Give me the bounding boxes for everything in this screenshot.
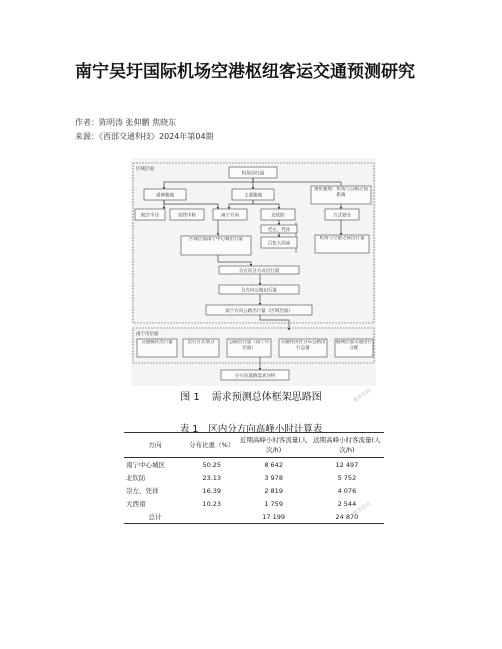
cell-share: 50.25	[202, 460, 222, 469]
label-f1: 交通廊区出行量	[141, 340, 173, 345]
region-label: 区域层面	[136, 167, 154, 172]
total-label: 总计	[124, 510, 186, 524]
label-d1: 区域层面南宁中心城出行量	[189, 237, 243, 242]
total-share	[186, 510, 237, 524]
cell-near-term: 2 819	[264, 486, 283, 495]
table-title-text: 区内分方向高峰小时计算表	[208, 424, 323, 435]
cell-long-term: 5 752	[337, 473, 357, 482]
label-c2: 高铁中转	[178, 213, 196, 219]
label-d4: 机场与空港之间出行量	[319, 236, 365, 241]
label-f3: 公路出行量（南宁市层面）	[228, 340, 270, 351]
cell-long-term: 2 544	[337, 499, 357, 508]
total-long-term: 24 870	[310, 510, 384, 524]
figure-caption	[0, 388, 502, 403]
cell-direction: 北钦防	[126, 474, 146, 482]
cell-direction: 南宁中心城区	[126, 461, 165, 469]
table-row	[124, 497, 384, 510]
label-d2: 凭左、凭祥	[267, 228, 291, 233]
cell-share: 23.13	[202, 473, 222, 482]
label-c5: 方式划分	[333, 213, 351, 219]
cell-share: 16.39	[202, 486, 222, 495]
cell-long-term: 12 497	[335, 460, 359, 469]
header-share: 分布比重（%）	[186, 433, 237, 458]
label-b2: 主要腹地	[244, 193, 262, 199]
framework-figure	[131, 158, 376, 386]
cell-near-term: 1 759	[264, 499, 283, 508]
cell-long-term: 4 076	[337, 486, 357, 495]
table-label: 表 1	[179, 424, 199, 435]
label-c1: 航空半径	[141, 213, 159, 219]
source: 来源：《西部交通科技》2024年第04期	[75, 132, 214, 141]
figure-caption-text: 需求预测总体框架思路图	[211, 392, 322, 403]
label-e2: 分方向公路出行量	[241, 288, 277, 294]
cell-near-term: 8 642	[264, 460, 283, 469]
label-b1: 延伸腹地	[156, 193, 174, 199]
label-f5: 路网层面交通出行分配	[336, 340, 372, 351]
header-near-term: 近期高峰小时客流量(人次/h)	[238, 433, 310, 458]
cell-direction: 崇左、凭祥	[126, 487, 159, 495]
header-direction: 方向	[124, 433, 186, 458]
label-d3: 百色大西南	[267, 241, 291, 247]
label-b3: 重化腹地：机场与公路之间距离	[314, 187, 368, 198]
watermark-1: 维普资讯	[352, 387, 373, 405]
table-header-row	[124, 433, 384, 458]
cell-direction: 大西南	[126, 500, 146, 508]
table-row	[124, 471, 384, 484]
table-row	[124, 458, 384, 472]
table-row	[124, 484, 384, 497]
figure-label: 图 1	[180, 392, 200, 403]
total-near-term: 17 199	[238, 510, 310, 524]
label-f4: 交通经济区分布公路出行总量	[280, 340, 326, 351]
framework-diagram	[131, 158, 376, 386]
label-top: 机场吞吐量	[241, 171, 265, 177]
article-title: 南宁吴圩国际机场空港枢纽客运交通预测研究	[75, 62, 415, 82]
table-total-row	[124, 510, 384, 524]
label-e3: 南宁方向公路出行量（区域层面）	[225, 309, 293, 314]
label-e1: 分方向分方式出行量	[238, 269, 280, 274]
watermark-2: 维普资讯	[352, 500, 373, 518]
cell-near-term: 3 978	[264, 473, 283, 482]
cell-share: 10.23	[202, 499, 222, 508]
hub-label: 南宁市层面	[136, 332, 159, 337]
label-c3: 南宁方向	[221, 213, 239, 219]
label-c4: 北钦防	[271, 213, 285, 219]
peak-hour-table	[124, 432, 384, 524]
header-long-term: 远期高峰小时客流量(人次/h)	[310, 433, 384, 458]
label-g1: 分方向道路需求分析	[234, 374, 276, 379]
label-f2: 出行方式划分	[187, 340, 215, 345]
authors: 作者：陈明涛 张仰鹏 焦晓东	[75, 118, 177, 127]
